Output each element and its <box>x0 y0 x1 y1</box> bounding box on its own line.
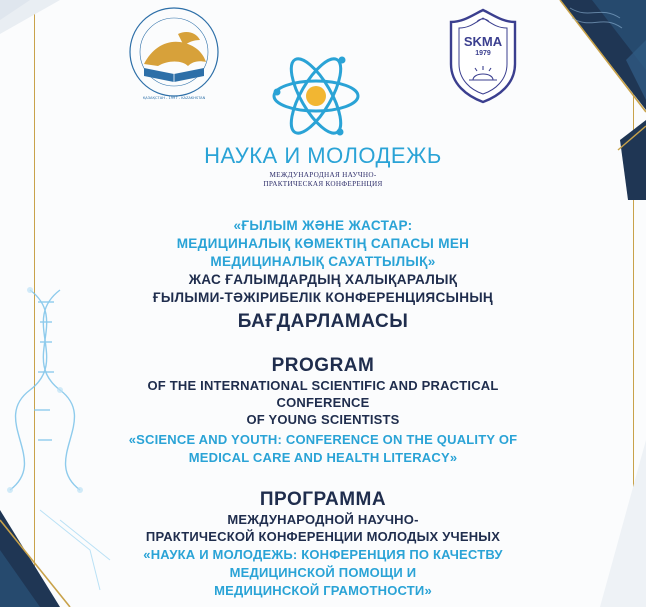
kz-conference-line1: ЖАС ҒАЛЫМДАРДЫҢ ХАЛЫҚАРАЛЫҚ <box>188 272 458 287</box>
kz-program-heading: БАҒДАРЛАМАСЫ <box>237 311 409 332</box>
ru-theme-line1: «НАУКА И МОЛОДЕЖЬ: КОНФЕРЕНЦИЯ ПО КАЧЕСТВУ <box>143 547 503 562</box>
en-line2: CONFERENCE <box>276 395 370 410</box>
kz-theme-line2: МЕДИЦИНАЛЫҚ КӨМЕКТІҢ САПАСЫ МЕН <box>176 236 470 251</box>
brand-subtitle-line1: МЕЖДУНАРОДНАЯ НАУЧНО- <box>269 171 377 179</box>
skma-year: 1979 <box>475 50 491 57</box>
conference-brand-title: НАУКА И МОЛОДЕЖЬ <box>204 143 442 168</box>
en-program-heading: PROGRAM <box>271 355 375 376</box>
ru-theme-line2: МЕДИЦИНСКОЙ ПОМОЩИ И <box>229 565 417 580</box>
skma-abbr: SKMA <box>463 34 503 49</box>
tiger-on-book-emblem <box>108 4 240 100</box>
ru-program-heading: ПРОГРАММА <box>259 489 387 510</box>
en-theme-line2: MEDICAL CARE AND HEALTH LITERACY» <box>188 450 458 465</box>
kz-theme-line3: МЕДИЦИНАЛЫҚ САУАТТЫЛЫҚ» <box>210 254 436 269</box>
ru-line2: ПРАКТИЧЕСКОЙ КОНФЕРЕНЦИИ МОЛОДЫХ УЧЕНЫХ <box>145 529 501 544</box>
ru-theme-line3: МЕДИЦИНСКОЙ ГРАМОТНОСТИ» <box>214 583 432 598</box>
en-line3: OF YOUNG SCIENTISTS <box>246 412 400 427</box>
atom-icon <box>270 46 362 142</box>
brand-subtitle-line2: ПРАКТИЧЕСКАЯ КОНФЕРЕНЦИЯ <box>263 180 383 188</box>
kz-conference-line2: ҒЫЛЫМИ-ТӘЖІРИБЕЛІК КОНФЕРЕНЦИЯСЫНЫҢ <box>152 290 494 305</box>
en-theme-line1: «SCIENCE AND YOUTH: CONFERENCE ON THE QUALITY OF <box>128 432 518 447</box>
kz-theme-line1: «ҒЫЛЫМ ЖӘНЕ ЖАСТАР: <box>233 218 413 233</box>
en-line1: OF THE INTERNATIONAL SCIENTIFIC AND PRACTICAL <box>147 378 499 393</box>
ru-line1: МЕЖДУНАРОДНОЙ НАУЧНО- <box>227 512 419 527</box>
left-emblem-caption: ҚАЗАҚСТАН - 1997 - KAZAKHSTAN <box>142 96 206 100</box>
